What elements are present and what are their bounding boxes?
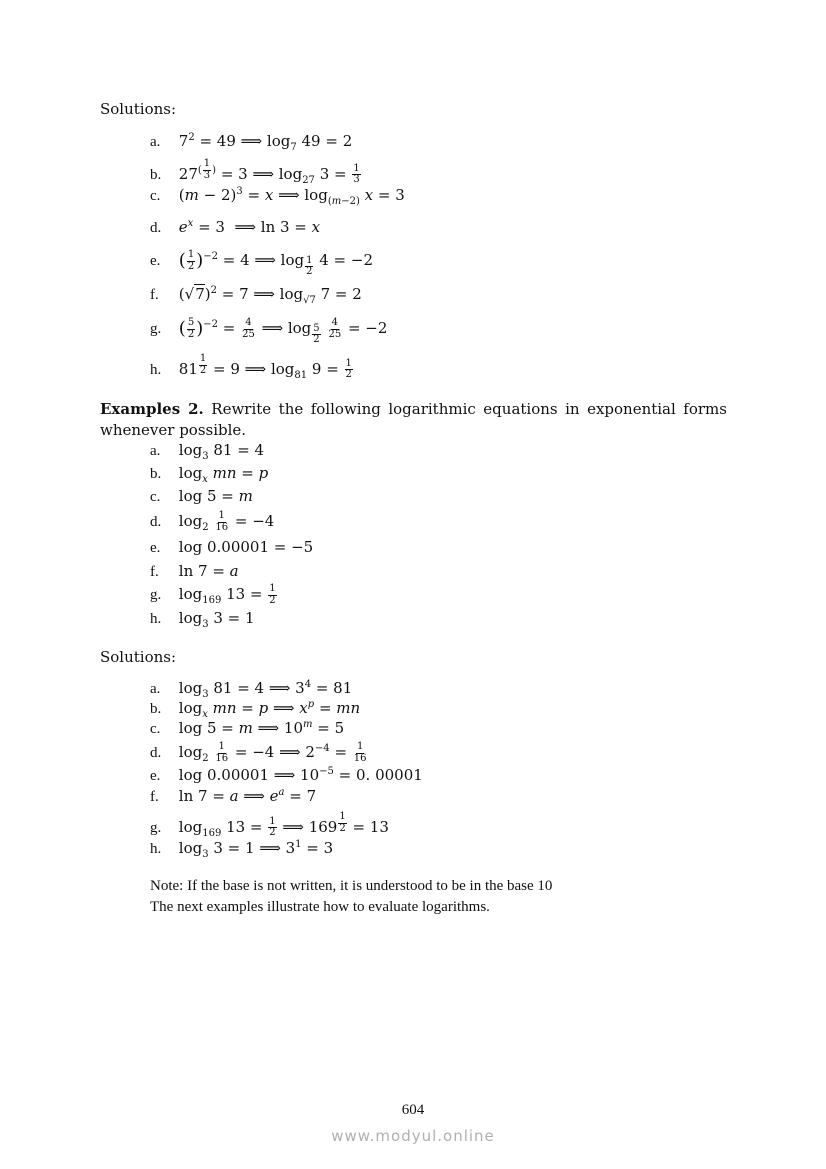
example-2-e: e. log 0.00001 = −5 (150, 538, 314, 556)
solution-1-d: d. $e^x = 3$ ⟹ ln 3 = x (150, 218, 321, 236)
solution-2-a: a. $\log_3 81 = 4$ ⟹ $3^4 = 81$ (150, 679, 353, 700)
note-line-1: Note: If the base is not written, it is understood to be in the base 10 (150, 878, 553, 894)
item-label: c. (150, 721, 161, 737)
solution-2-e: e. log 0.00001 ⟹ $10^{-5} = 0$. 00001 (150, 766, 423, 784)
examples-2-intro (100, 399, 727, 441)
item-label: h. (150, 361, 162, 378)
solution-2-c: c. log 5 = m ⟹ $10^m = 5$ (150, 719, 345, 737)
item-label: a. (150, 443, 161, 459)
solution-1-h: h. 81 $^{\frac{1}{2}}$ = 9 ⟹ $\log_{81} 9$ = $\frac{1}{2}$ (150, 353, 352, 381)
item-label: c. (150, 188, 161, 204)
example-2-h: h. $\log_3 3 = 1$ (150, 609, 255, 630)
item-label: h. (150, 611, 162, 627)
item-label: a. (150, 134, 161, 150)
example-2-a: a. $\log_3 81 = 4$ (150, 441, 265, 462)
note-line-2: The next examples illustrate how to evaluate logarithms. (150, 899, 490, 915)
item-label: g. (150, 819, 162, 836)
item-label: g. (150, 321, 162, 337)
item-label: b. (150, 701, 162, 717)
example-2-f: f. ln 7 = a (150, 562, 239, 580)
solution-1-f: f. $(√7)^2 = 7$ ⟹ $\log_{√7} 7 = 2$ (150, 285, 362, 306)
solutions-heading-1: Solutions: (100, 100, 177, 118)
item-label: b. (150, 166, 162, 183)
item-label: e. (150, 253, 161, 269)
solution-1-e: e. ( $\frac{1}{2}$ )$^{-2}$ = 4 ⟹ log $_{\frac{1}{2}}$ 4 = −2 (150, 249, 373, 277)
solution-2-h: h. $\log_3 3 = 1$ ⟹ $3^1 = 3$ (150, 839, 334, 860)
item-label: f. (150, 287, 159, 303)
example-2-b: b. $\log_x$ mn = p (150, 464, 269, 485)
solutions-heading-2: Solutions: (100, 648, 177, 666)
solution-1-c: c. $(m - 2)^3 = x$ ⟹ $\log_{(m-2)} x = 3$ (150, 186, 405, 207)
solution-2-g: g. $\log_{169} 13$ = $\frac{1}{2}$ ⟹ 169 $^{\frac{1}{2}}$ = 13 (150, 811, 389, 839)
example-2-g: g. $\log_{169} 13$ = $\frac{1}{2}$ (150, 583, 276, 606)
item-label: d. (150, 745, 162, 761)
examples-2-text: Rewrite the following logarithmic equations in exponential forms whenever possible. (100, 400, 727, 439)
solution-1-a: a. $7^2 = 49$ ⟹ $\log_7 49 = 2$ (150, 132, 353, 153)
item-label: d. (150, 220, 162, 236)
item-label: a. (150, 681, 161, 697)
page-number: 604 (401, 1102, 425, 1118)
item-label: f. (150, 789, 159, 805)
item-label: h. (150, 841, 162, 857)
example-2-c: c. log 5 = m (150, 487, 253, 505)
item-label: c. (150, 489, 161, 505)
item-label: d. (150, 514, 162, 530)
solution-2-f: f. ln 7 = a ⟹ $e^a = 7$ (150, 787, 317, 805)
solution-2-d: d. $\log_2$ $\frac{1}{16}$ = −4 ⟹ $2^{-4}$ = $\frac{1}{16}$ (150, 741, 367, 764)
examples-2-title: Examples 2. (100, 400, 204, 418)
example-2-d: d. $\log_2$ $\frac{1}{16}$ = −4 (150, 510, 275, 533)
item-label: e. (150, 768, 161, 784)
watermark: www.modyul.online (331, 1127, 495, 1145)
solution-1-b: b. $27^{( \frac{1}{3} )} = 3$ ⟹ $\log_{27} 3$ = $\frac{1}{3}$ (150, 158, 360, 186)
solution-2-b: b. $\log_x$ mn = p ⟹ $x^p$ = mn (150, 699, 361, 720)
item-label: e. (150, 540, 161, 556)
item-label: g. (150, 587, 162, 603)
item-label: b. (150, 466, 162, 482)
solution-1-g: g. ( $\frac{5}{2}$ )$^{-2}$ = $\frac{4}{25}$ ⟹ log $_{\frac{5}{2}}$ $\frac{4}{25}$ = −2 (150, 317, 388, 345)
item-label: f. (150, 564, 159, 580)
